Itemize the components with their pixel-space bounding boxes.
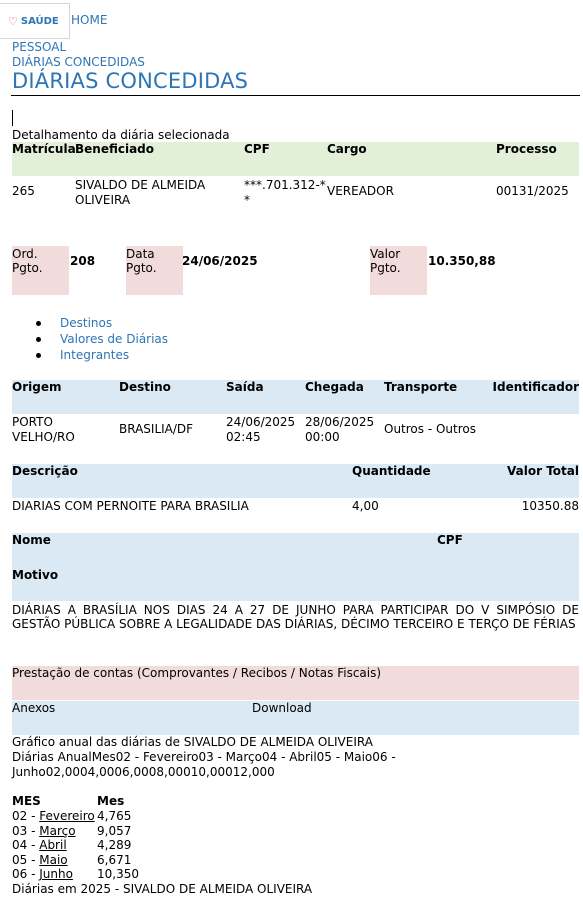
anexos-label: Anexos (12, 701, 56, 715)
saude-label: SAÚDE (20, 15, 59, 27)
row-prefix: 06 - (12, 867, 40, 882)
col-nome: Nome (12, 533, 51, 547)
origem-value: PORTO VELHO/RO (12, 415, 75, 444)
destinos-table-row (12, 415, 579, 449)
data-pgto-label: Data Pgto. (126, 246, 183, 295)
row-prefix: 02 - (12, 809, 40, 823)
grafico-row (12, 823, 132, 839)
ord-pgto-label: Ord. Pgto. (12, 246, 69, 295)
tab-integrantes[interactable] (36, 347, 168, 363)
breadcrumb-pessoal[interactable]: PESSOAL (12, 40, 67, 54)
col-identificador: Identificador (492, 380, 579, 394)
matricula-value: 265 (12, 184, 35, 198)
month-link[interactable]: Maio (39, 852, 68, 867)
valor-pgto-label: Valor Pgto. (370, 246, 427, 295)
col-descricao: Descrição (12, 464, 78, 478)
row-value: 4,289 (97, 838, 132, 853)
tab-destinos-label: Destinos (60, 316, 113, 330)
destinos-table-header (12, 380, 579, 414)
month-link[interactable]: Abril (39, 838, 67, 853)
tab-destinos[interactable] (36, 315, 168, 331)
detail-table-row (12, 178, 579, 214)
beneficiado-value: SIVALDO DE ALMEIDA OLIVEIRA (75, 178, 206, 207)
grafico-row (12, 838, 132, 853)
row-prefix: 04 - (12, 838, 40, 853)
month-link[interactable]: Fevereiro (39, 809, 95, 823)
download-label: Download (252, 701, 312, 715)
col-origem: Origem (12, 380, 62, 394)
prestacao-header (12, 666, 579, 700)
data-pgto-value: 24/06/2025 (182, 254, 258, 268)
grafico-title: Gráfico anual das diárias de SIVALDO DE ALMEIDA OLIVEIRA (12, 735, 373, 749)
detail-tabs (36, 315, 168, 363)
grafico-fallback-line1: Diárias AnualMes02 - Fevereiro03 - Março04 - Abril05 - Maio06 - (12, 750, 396, 764)
motivo-label: Motivo (12, 568, 59, 582)
row-value: 10,350 (97, 867, 139, 882)
bullet-icon (36, 337, 41, 342)
page-title: DIÁRIAS CONCEDIDAS (12, 69, 249, 93)
row-prefix: 05 - (12, 852, 40, 867)
valor-total-value: 10350.88 (521, 499, 579, 513)
col-processo: Processo (496, 142, 557, 156)
col-transporte: Transporte (384, 380, 458, 394)
col-integrante-cpf: CPF (437, 533, 463, 547)
transporte-value: Outros - Outros (384, 422, 476, 436)
detail-heading: Detalhamento da diária selecionada (12, 128, 230, 142)
prestacao-label: Prestação de contas (Comprovantes / Recibos / Notas Fiscais) (12, 666, 382, 680)
valores-table-header (12, 464, 579, 498)
col-cargo: Cargo (327, 142, 367, 156)
col-quantidade: Quantidade (352, 464, 431, 478)
processo-value: 00131/2025 (496, 184, 569, 198)
bullet-icon (36, 353, 41, 358)
tab-valores[interactable] (36, 331, 168, 347)
heart-icon: ♡ (8, 14, 18, 28)
grafico-col-mes-value: Mes (97, 794, 125, 808)
grafico-row (12, 852, 132, 868)
col-matricula: Matrícula (12, 142, 76, 156)
month-link[interactable]: Março (39, 823, 76, 838)
grafico-row (12, 867, 139, 882)
descricao-value: DIARIAS COM PERNOITE PARA BRASILIA (12, 499, 249, 513)
quantidade-value: 4,00 (352, 499, 379, 513)
col-beneficiado: Beneficiado (75, 142, 155, 156)
row-value: 4,765 (97, 809, 132, 823)
saude-button[interactable] (0, 3, 70, 39)
row-value: 6,671 (97, 852, 132, 867)
valor-pgto-value: 10.350,88 (428, 254, 496, 268)
row-prefix: 03 - (12, 823, 40, 838)
ord-pgto-value: 208 (70, 254, 96, 268)
destino-value: BRASILIA/DF (119, 422, 194, 436)
breadcrumb-diarias[interactable]: DIÁRIAS CONCEDIDAS (12, 55, 145, 69)
tab-integrantes-label: Integrantes (60, 348, 130, 362)
motivo-text: DIÁRIAS A BRASÍLIA NOS DIAS 24 A 27 DE JUNHO PARA PARTICIPAR DO V SIMPÓSIO DE GESTÃO PÚBLICA SOBRE A LEGALIDADE DAS DIÁRIAS, DÉCIMO TERCEIRO E TERÇO DE FÉRIAS (12, 603, 579, 631)
chegada-value: 28/06/2025 00:00 (305, 415, 375, 444)
col-destino: Destino (119, 380, 171, 394)
anexos-header (12, 701, 579, 735)
col-valor-total: Valor Total (507, 464, 579, 478)
col-cpf: CPF (244, 142, 270, 156)
saida-value: 24/06/2025 02:45 (226, 415, 296, 444)
text-cursor (12, 110, 13, 126)
grafico-col-mes: MES (12, 794, 41, 808)
cpf-value: ***.701.312-** (244, 178, 326, 207)
grafico-row (12, 809, 132, 824)
tab-valores-label: Valores de Diárias (60, 332, 169, 346)
grafico-fallback-line2: Junho02,0004,0006,0008,00010,00012,000 (12, 765, 275, 779)
title-divider (11, 95, 580, 96)
col-chegada: Chegada (305, 380, 364, 394)
home-link[interactable]: HOME (71, 13, 108, 27)
grafico-caption: Diárias em 2025 - SIVALDO DE ALMEIDA OLIVEIRA (12, 882, 313, 896)
detail-table-header (12, 142, 579, 176)
integrantes-header (12, 533, 579, 601)
bullet-icon (36, 321, 41, 326)
valores-table-row (12, 499, 579, 519)
col-saida: Saída (226, 380, 264, 394)
cargo-value: VEREADOR (327, 184, 394, 198)
grafico-table (12, 809, 139, 882)
row-value: 9,057 (97, 823, 132, 838)
month-link[interactable]: Junho (39, 867, 73, 882)
